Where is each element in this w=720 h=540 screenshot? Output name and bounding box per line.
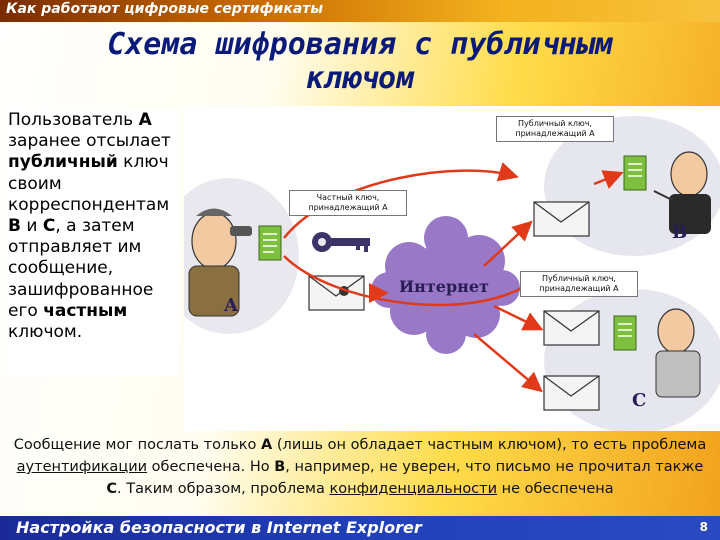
- text-run: Сообщение мог послать только: [13, 437, 262, 453]
- label-private-key: [289, 190, 407, 216]
- label-public-key-mid: [520, 271, 638, 297]
- bottom-explanation: [10, 434, 710, 500]
- left-description: [8, 110, 178, 376]
- text-run-underline: конфиденциальности: [329, 481, 498, 497]
- text-run: не обеспечена: [497, 481, 614, 497]
- envelope-b-icon: [534, 202, 589, 236]
- header-bar: [0, 0, 720, 22]
- user-c-label: C: [632, 390, 647, 411]
- certificate-b-icon: [624, 156, 646, 190]
- certificate-c-icon: [614, 316, 636, 350]
- label-public-key-top-text: Публичный ключ, принадлежащий А: [515, 119, 595, 138]
- text-run: заранее отсылает: [8, 131, 171, 152]
- text-run: (лишь он обладает частным ключом), то есть проблема: [272, 437, 707, 453]
- slide-title-line1: Схема шифрования с публичным: [107, 27, 613, 62]
- user-a-label: A: [224, 295, 238, 316]
- text-run-bold: B: [274, 459, 286, 475]
- text-run-bold: публичный: [8, 152, 118, 173]
- footer-title: Настройка безопасности в Internet Explorer: [16, 518, 422, 537]
- text-run-underline: аутентификации: [16, 459, 148, 475]
- text-run-bold: B: [8, 216, 21, 237]
- text-run: , например, не уверен, что письмо не прочитал также: [285, 459, 704, 475]
- text-run-bold: A: [261, 437, 273, 453]
- label-private-key-text: Частный ключ, принадлежащий А: [308, 193, 388, 212]
- text-run-bold: C: [106, 481, 118, 497]
- internet-label: Интернет: [399, 277, 489, 296]
- text-run: ключ своим корреспондентам: [8, 152, 170, 215]
- footer-bar: [0, 516, 720, 540]
- course-title: Как работают цифровые сертификаты: [6, 1, 324, 17]
- diagram-canvas: [184, 106, 720, 431]
- text-run-bold: частным: [43, 300, 128, 321]
- text-run: Пользователь: [8, 110, 139, 130]
- envelope-c2-icon: [544, 376, 599, 410]
- slide-title: [30, 28, 690, 96]
- text-run-bold: C: [42, 216, 56, 237]
- certificate-icon: [259, 226, 281, 260]
- slide-title-line2: ключом: [305, 61, 415, 96]
- text-run: обеспечена. Но: [147, 459, 275, 475]
- label-public-key-mid-text: Публичный ключ, принадлежащий А: [539, 274, 619, 293]
- user-b-label: B: [672, 222, 688, 243]
- encryption-diagram: [184, 106, 720, 431]
- text-run: ключом.: [8, 322, 83, 343]
- text-run-bold: A: [138, 110, 152, 130]
- text-run: и: [20, 216, 43, 237]
- page-number: 8: [699, 520, 708, 534]
- label-public-key-top: [496, 116, 614, 142]
- text-run: , а затем отправляет им сообщение, зашифрованное его: [8, 216, 154, 321]
- text-run: . Таким образом, проблема: [117, 481, 330, 497]
- envelope-c1-icon: [544, 311, 599, 345]
